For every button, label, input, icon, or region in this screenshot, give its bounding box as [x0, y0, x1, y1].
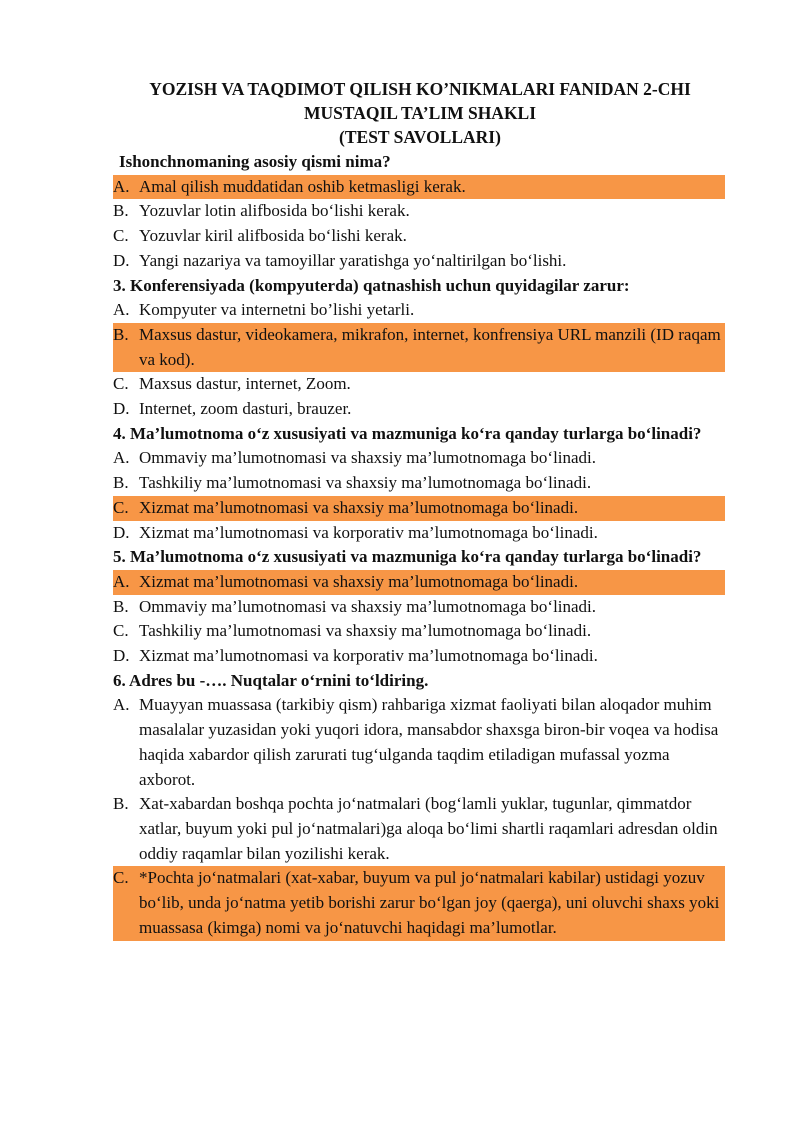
- question-1-option-b: [113, 199, 725, 224]
- option-text: Tashkiliy ma’lumotnomasi va shaxsiy ma’lumotnomaga bo‘linadi.: [139, 621, 592, 641]
- option-letter: B.: [113, 201, 129, 221]
- question-4-option-d: [113, 521, 725, 546]
- question-3-option-d: [113, 397, 725, 422]
- question-5-option-c: [113, 619, 725, 644]
- option-letter: A.: [113, 448, 130, 468]
- question-6-option-c: [113, 866, 725, 940]
- title-line-1: YOZISH VA TAQDIMOT QILISH KO’NIKMALARI FANIDAN 2-CHI: [149, 79, 691, 99]
- option-text: Kompyuter va internetni bo’lishi yetarli.: [139, 300, 415, 320]
- option-letter: C.: [113, 868, 129, 888]
- question-6-text: 6. Adres bu -…. Nuqtalar o‘rnini to‘ldiring.: [113, 670, 429, 690]
- question-3-option-c: [113, 372, 725, 397]
- option-text: Xizmat ma’lumotnomasi va shaxsiy ma’lumotnomaga bo‘linadi.: [139, 497, 579, 517]
- question-5-text: 5. Ma’lumotnoma o‘z xususiyati va mazmuniga ko‘ra qanday turlarga bo‘linadi?: [113, 547, 702, 567]
- question-6-option-a: [113, 693, 725, 792]
- option-letter: D.: [113, 646, 130, 666]
- option-letter: C.: [113, 621, 129, 641]
- question-1-text: Ishonchnomaning asosiy qismi nima?: [119, 152, 391, 171]
- option-text: Maxsus dastur, videokamera, mikrafon, internet, konfrensiya URL manzili (ID raqam va kod).: [139, 324, 721, 369]
- question-4-text: 4. Ma’lumotnoma o‘z xususiyati va mazmuniga ko‘ra qanday turlarga bo‘linadi?: [113, 423, 702, 443]
- option-letter: A.: [113, 571, 130, 591]
- title-line-2: MUSTAQIL TA’LIM SHAKLI: [303, 103, 537, 123]
- option-letter: B.: [113, 473, 129, 493]
- option-letter: A.: [113, 176, 130, 196]
- option-letter: A.: [113, 300, 130, 320]
- question-5-option-a: [113, 570, 725, 595]
- option-letter: A.: [113, 695, 130, 715]
- option-text: Xizmat ma’lumotnomasi va korporativ ma’lumotnomaga bo‘linadi.: [139, 522, 598, 542]
- option-text: Amal qilish muddatidan oshib ketmasligi kerak.: [139, 176, 466, 196]
- option-letter: C.: [113, 226, 129, 246]
- question-5-option-b: [113, 595, 725, 620]
- question-1-option-d: [113, 249, 725, 274]
- option-letter: D.: [113, 250, 130, 270]
- option-letter: C.: [113, 374, 129, 394]
- question-5-option-d: [113, 644, 725, 669]
- question-3-option-a: [113, 298, 725, 323]
- question-1-option-c: [113, 224, 725, 249]
- option-text: Tashkiliy ma’lumotnomasi va shaxsiy ma’lumotnomaga bo‘linadi.: [139, 473, 592, 493]
- option-text: Maxsus dastur, internet, Zoom.: [139, 374, 351, 394]
- option-text: Yangi nazariya va tamoyillar yaratishga yo‘naltirilgan bo‘lishi.: [139, 250, 567, 270]
- option-text: Ommaviy ma’lumotnomasi va shaxsiy ma’lumotnomaga bo‘linadi.: [139, 596, 597, 616]
- option-text: Ommaviy ma’lumotnomasi va shaxsiy ma’lumotnomaga bo‘linadi.: [139, 448, 597, 468]
- question-4-option-b: [113, 471, 725, 496]
- option-text: Xizmat ma’lumotnomasi va shaxsiy ma’lumotnomaga bo‘linadi.: [139, 571, 579, 591]
- option-letter: B.: [113, 794, 129, 814]
- option-text: Muayyan muassasa (tarkibiy qism) rahbariga xizmat faoliyati bilan aloqador muhim masalalar yuzasidan yoki yuqori idora, mansabdor shaxsga biron-bir voqea va hodisa haqida xabardor qilish zarurati tug‘ulganda taqdim etiladigan mufassal yozma axborot.: [139, 695, 719, 789]
- option-letter: D.: [113, 522, 130, 542]
- question-4-option-c: [113, 496, 725, 521]
- option-letter: D.: [113, 399, 130, 419]
- question-3-text: 3. Konferensiyada (kompyuterda) qatnashish uchun quyidagilar zarur:: [113, 275, 630, 295]
- question-3-option-b: [113, 323, 725, 372]
- question-6-option-b: [113, 792, 725, 866]
- document-title: [110, 77, 730, 149]
- question-4-option-a: [113, 446, 725, 471]
- option-letter: B.: [113, 596, 129, 616]
- option-text: Yozuvlar lotin alifbosida bo‘lishi kerak.: [139, 201, 410, 221]
- option-text: Internet, zoom dasturi, brauzer.: [139, 399, 352, 419]
- title-line-3: (TEST SAVOLLARI): [339, 127, 501, 147]
- test-questions: [113, 150, 725, 941]
- option-letter: C.: [113, 497, 129, 517]
- option-text: Xizmat ma’lumotnomasi va korporativ ma’lumotnomaga bo‘linadi.: [139, 646, 598, 666]
- question-1-option-a: [113, 175, 725, 200]
- option-text: *Pochta jo‘natmalari (xat-xabar, buyum va pul jo‘natmalari kabilar) ustidagi yozuv bo‘lib, unda jo‘natma yetib borishi zarur bo‘lgan joy (qaerga), uni oluvchi shaxs yoki muassasa (kimga) nomi va jo‘natuvchi haqidagi ma’lumotlar.: [139, 868, 720, 937]
- option-text: Xat-xabardan boshqa pochta jo‘natmalari (bog‘lamli yuklar, tugunlar, qimmatdor xatlar, buyum yoki pul jo‘natmalari)ga aloqa bo‘limi shartli raqamlari adresdan oldin oddiy raqamlar bilan yozilishi kerak.: [139, 794, 718, 863]
- option-text: Yozuvlar kiril alifbosida bo‘lishi kerak.: [139, 226, 407, 246]
- option-letter: B.: [113, 324, 129, 344]
